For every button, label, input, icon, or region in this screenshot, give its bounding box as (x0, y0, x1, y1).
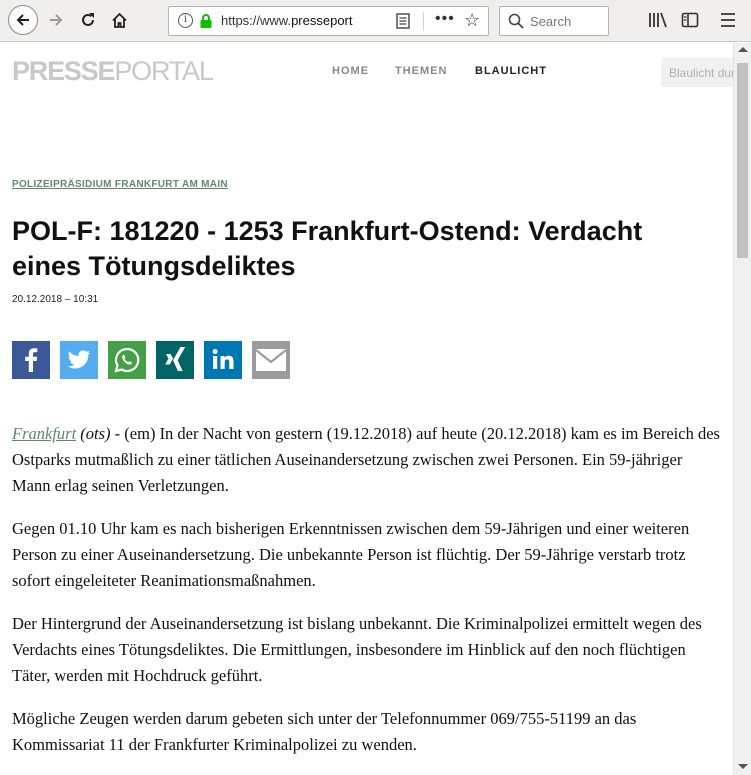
scrollbar-thumb[interactable] (737, 63, 748, 258)
scroll-up-arrow-icon[interactable] (738, 47, 748, 52)
url-prefix: https://www. (221, 13, 292, 28)
logo-bold-text: PRESSE (12, 56, 115, 86)
share-whatsapp-button[interactable] (108, 341, 146, 379)
reload-button[interactable] (74, 6, 102, 34)
nav-blaulicht[interactable]: BLAULICHT (475, 65, 547, 77)
press-source-link[interactable]: POLIZEIPRÄSIDIUM FRANKFURT AM MAIN (12, 179, 228, 190)
nav-themen[interactable]: THEMEN (395, 65, 448, 77)
share-facebook-button[interactable] (12, 341, 50, 379)
page-actions-icon[interactable]: ••• (435, 10, 455, 27)
share-xing-button[interactable] (156, 341, 194, 379)
sidebar-toggle-icon[interactable] (681, 11, 699, 34)
hamburger-menu-icon[interactable] (720, 11, 736, 34)
arrow-right-icon (48, 12, 64, 28)
share-twitter-button[interactable] (60, 341, 98, 379)
browser-search-bar[interactable] (499, 6, 609, 36)
reader-view-icon[interactable] (396, 13, 410, 34)
logo-light-text: PORTAL (114, 56, 213, 86)
forward-button[interactable] (42, 6, 70, 34)
browser-toolbar (0, 0, 751, 42)
address-bar[interactable] (168, 6, 489, 36)
article-date: 20.12.2018 – 10:31 (12, 294, 99, 305)
browser-search-input[interactable] (530, 12, 604, 30)
presseportal-logo[interactable] (12, 56, 213, 87)
lock-icon (199, 13, 213, 34)
facebook-icon (12, 341, 50, 379)
article-paragraph (12, 421, 724, 499)
library-icon[interactable] (648, 11, 668, 34)
city-link[interactable]: Frankfurt (12, 424, 77, 443)
article-paragraph: Gegen 01.10 Uhr kam es nach bisherigen Erkenntnissen zwischen dem 59-Jährigen und einer weiteren Person zu einer Auseinandersetzung. Die unbekannte Person ist flüchtig. Der 59-Jährige verstarb trotz sofort eingeleiteter Reanimationsmaßnahmen. (12, 519, 690, 590)
ots-label: (ots) (80, 424, 111, 443)
search-icon (508, 13, 524, 34)
info-icon[interactable]: i (178, 13, 193, 28)
email-icon (252, 341, 290, 379)
url-host: presseport (291, 13, 353, 28)
bookmark-star-icon[interactable]: ☆ (464, 10, 481, 31)
vertical-scrollbar[interactable] (733, 43, 751, 775)
article-paragraph: Der Hintergrund der Auseinandersetzung ist bislang unbekannt. Die Kriminalpolizei ermittelt wegen des Verdachts eines Tötungsdeliktes. Die Ermittlungen, insbesondere im Hinblick auf den noch flüchtigen Täter, werden mit Hochdruck geführt. (12, 614, 702, 685)
page-content (0, 43, 733, 775)
twitter-icon (60, 341, 98, 379)
xing-icon (156, 341, 194, 379)
back-button[interactable] (8, 5, 38, 35)
article-paragraph: Mögliche Zeugen werden darum gebeten sich unter der Telefonnummer 069/755-51199 an das Kommissariat 11 der Frankfurter Kriminalpolizei zu wenden. (12, 709, 637, 754)
scroll-down-arrow-icon[interactable] (738, 764, 748, 769)
whatsapp-icon (108, 341, 146, 379)
nav-home[interactable]: HOME (332, 65, 369, 77)
paragraph-text: - (em) In der Nacht von gestern (19.12.2018) auf heute (20.12.2018) kam es im Bereich des Ostparks mutmaßlich zu einer tätlichen Auseinandersetzung zwischen zwei Personen. Ein 59-jähriger Mann erlag seinen Verletzungen. (12, 424, 720, 495)
home-icon (111, 12, 128, 29)
divider (423, 12, 424, 31)
home-button[interactable] (105, 6, 133, 34)
arrow-left-icon (15, 12, 31, 28)
reload-icon (80, 12, 96, 28)
article-title: POL-F: 181220 - 1253 Frankfurt-Ostend: Verdacht eines Tötungsdeliktes (12, 216, 643, 281)
linkedin-icon (204, 341, 242, 379)
article-body (12, 421, 724, 775)
share-linkedin-button[interactable] (204, 341, 242, 379)
url-text[interactable] (221, 13, 361, 28)
blaulicht-search-input[interactable] (661, 58, 733, 87)
share-email-button[interactable] (252, 341, 290, 379)
